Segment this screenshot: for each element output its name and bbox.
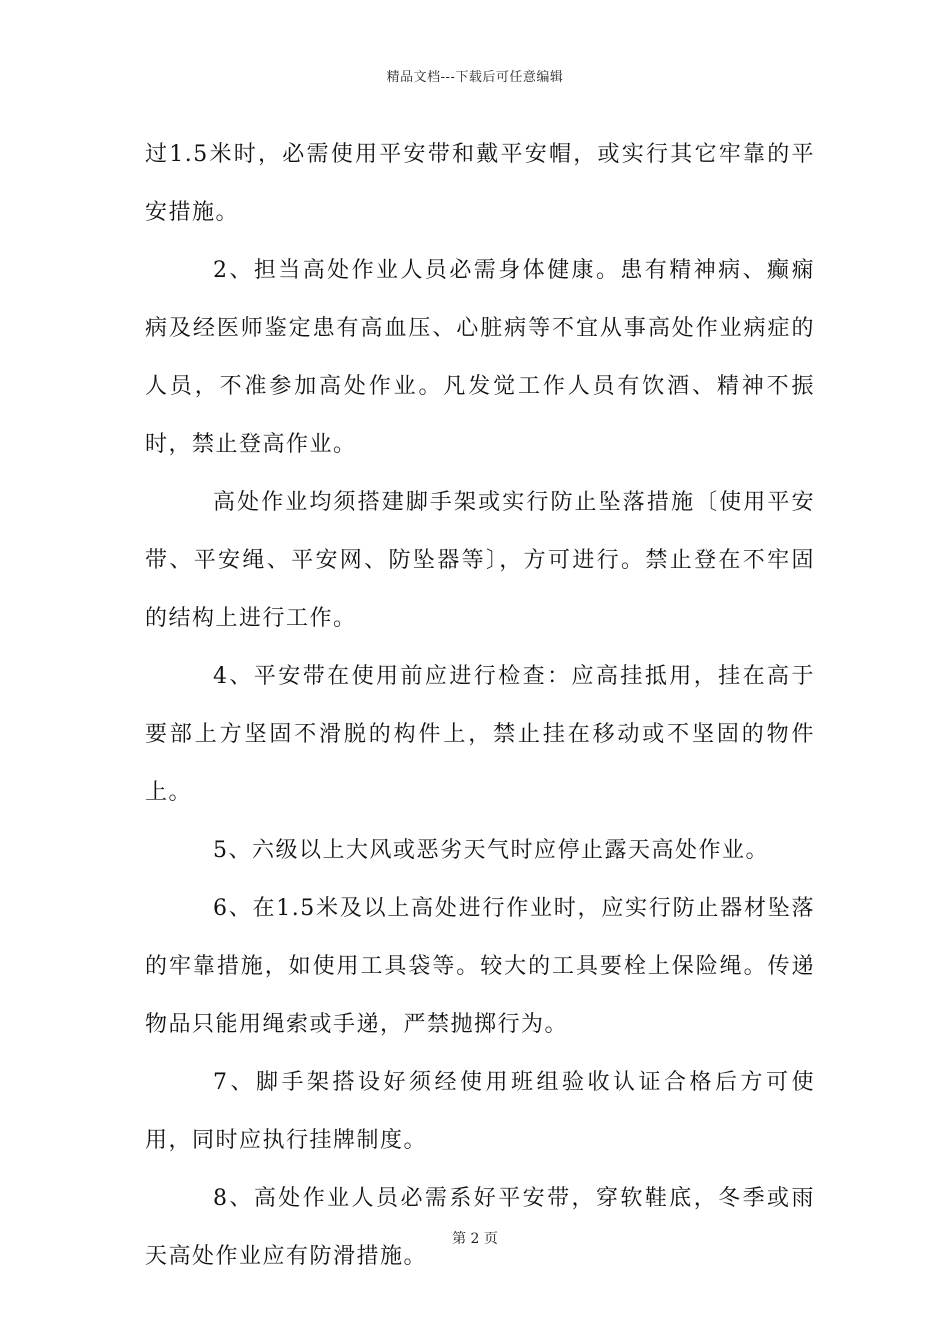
paragraph-6: 6、在1.5米及以上高处进行作业时，应实行防止器材坠落的牢靠措施，如使用工具袋等。较大的工具要栓上保险绳。传递物品只能用绳索或手递，严禁抛掷行为。 xyxy=(145,896,815,1037)
paragraph-1: 过1.5米时，必需使用平安带和戴平安帽，或实行其它牢靠的平安措施。 xyxy=(145,142,815,225)
paragraph-2: 2、担当高处作业人员必需身体健康。患有精神病、癫痫病及经医师鉴定患有高血压、心脏病等不宜从事高处作业病症的人员，不准参加高处作业。凡发觉工作人员有饮酒、精神不振时，禁止登高作业。 xyxy=(145,258,815,457)
paragraph-8: 8、高处作业人员必需系好平安带，穿软鞋底，冬季或雨天高处作业应有防滑措施。 xyxy=(145,1186,815,1269)
page-header: 精品文档---下载后可任意编辑 xyxy=(386,70,564,85)
paragraph-4: 4、平安带在使用前应进行检查：应高挂抵用，挂在高于要部上方坚固不滑脱的构件上，禁止挂在移动或不坚固的物件上。 xyxy=(145,664,815,805)
document-body xyxy=(145,126,815,1286)
paragraph-5: 5、六级以上大风或恶劣天气时应停止露天高处作业。 xyxy=(213,838,769,863)
page-number: 第 2 页 xyxy=(452,1231,498,1247)
paragraph-3: 高处作业均须搭建脚手架或实行防止坠落措施〔使用平安带、平安绳、平安网、防坠器等〕，方可进行。禁止登在不牢固的结构上进行工作。 xyxy=(145,490,815,631)
paragraph-7: 7、脚手架搭设好须经使用班组验收认证合格后方可使用，同时应执行挂牌制度。 xyxy=(145,1070,815,1153)
